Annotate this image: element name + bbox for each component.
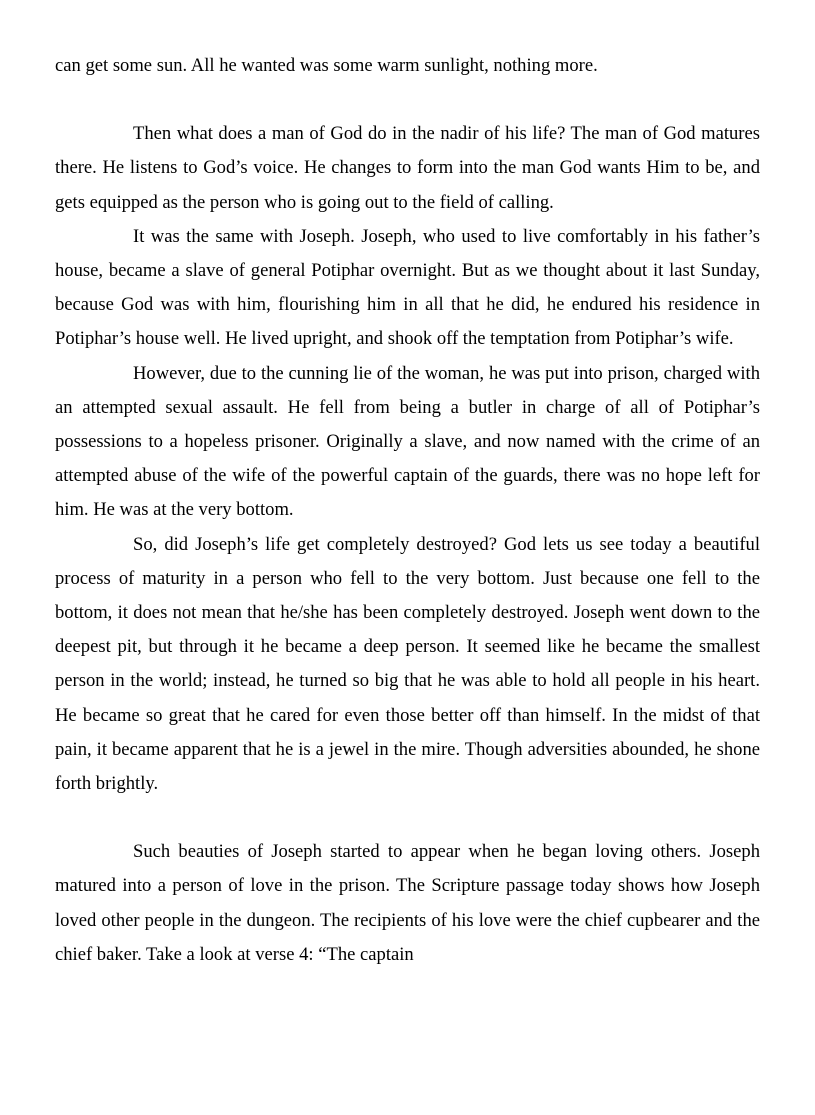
paragraph-love: Such beauties of Joseph started to appear when he began loving others. Joseph matured into a person of love in the prison. The Scripture passage today shows how Joseph loved other people in the dungeon. The recipients of his love were the chief cupbearer and the chief baker. Take a look at verse 4: “The captain — [55, 841, 760, 965]
document-page — [55, 49, 760, 972]
paragraph-gap — [55, 801, 760, 835]
paragraph-maturity: So, did Joseph’s life get completely destroyed? God lets us see today a beautiful process of maturity in a person who fell to the very bottom. Just because one fell to the bottom, it does not mean that he/she has been completely destroyed. Joseph went down to the deepest pit, but through it he became a deep person. It seemed like he became the smallest person in the world; instead, he turned so big that he was able to hold all people in his heart. He became so great that he cared for even those better off than himself. In the midst of that pain, it became apparent that he is a jewel in the mire. Though adversities abounded, he shone forth brightly. — [55, 533, 760, 795]
paragraph-gap — [55, 83, 760, 117]
paragraph-nadir: Then what does a man of God do in the nadir of his life? The man of God matures there. He listens to God’s voice. He changes to form into the man God wants Him to be, and gets equipped as the person who is going out to the field of calling. — [55, 123, 760, 213]
paragraph-joseph-slave: It was the same with Joseph. Joseph, who used to live comfortably in his father’s house, became a slave of general Potiphar overnight. But as we thought about it last Sunday, because God was with him, flourishing him in all that he did, he endured his residence in Potiphar’s house well. He lived upright, and shook off the temptation from Potiphar’s wife. — [55, 225, 760, 350]
paragraph-prison: However, due to the cunning lie of the woman, he was put into prison, charged with an attempted sexual assault. He fell from being a butler in charge of all of Potiphar’s possessions to a hopeless prisoner. Originally a slave, and now named with the crime of an attempted abuse of the wife of the powerful captain of the guards, there was no hope left for him. He was at the very bottom. — [55, 362, 760, 521]
paragraph-continuation: can get some sun. All he wanted was some warm sunlight, nothing more. — [55, 55, 598, 76]
